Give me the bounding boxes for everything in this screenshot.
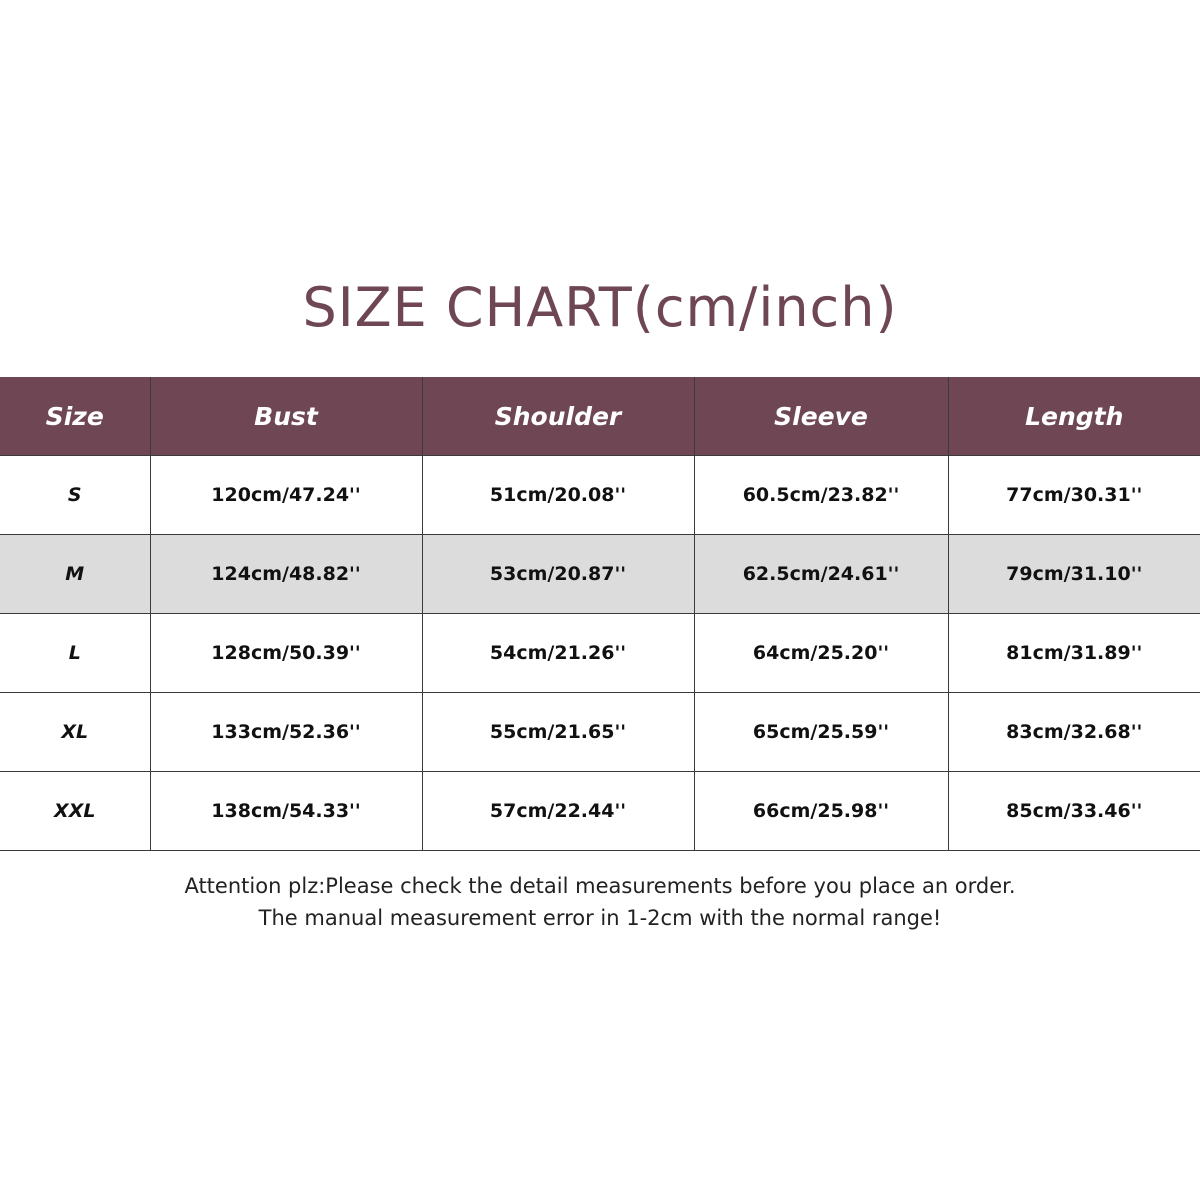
sleeve-cell: 64cm/25.20'' (694, 614, 948, 693)
length-cell: 79cm/31.10'' (948, 535, 1200, 614)
header-length: Length (948, 377, 1200, 456)
bust-cell: 124cm/48.82'' (150, 535, 422, 614)
size-cell: L (0, 614, 150, 693)
length-cell: 77cm/30.31'' (948, 456, 1200, 535)
bust-cell: 133cm/52.36'' (150, 693, 422, 772)
page-title: SIZE CHART(cm/inch) (302, 276, 898, 339)
sleeve-cell: 60.5cm/23.82'' (694, 456, 948, 535)
table-row (0, 614, 1200, 693)
length-cell: 85cm/33.46'' (948, 772, 1200, 851)
table-header-row (0, 377, 1200, 456)
size-cell: XXL (0, 772, 150, 851)
sleeve-cell: 66cm/25.98'' (694, 772, 948, 851)
measurement-error-note: The manual measurement error in 1-2cm with the normal range! (258, 906, 942, 930)
table-row (0, 693, 1200, 772)
sleeve-cell: 65cm/25.59'' (694, 693, 948, 772)
shoulder-cell: 53cm/20.87'' (422, 535, 694, 614)
bust-cell: 128cm/50.39'' (150, 614, 422, 693)
length-cell: 81cm/31.89'' (948, 614, 1200, 693)
table-row (0, 456, 1200, 535)
shoulder-cell: 55cm/21.65'' (422, 693, 694, 772)
sleeve-cell: 62.5cm/24.61'' (694, 535, 948, 614)
size-cell: XL (0, 693, 150, 772)
table-row (0, 772, 1200, 851)
header-size: Size (0, 377, 150, 456)
table-row (0, 535, 1200, 614)
header-shoulder: Shoulder (422, 377, 694, 456)
shoulder-cell: 57cm/22.44'' (422, 772, 694, 851)
size-chart-table (0, 377, 1200, 851)
length-cell: 83cm/32.68'' (948, 693, 1200, 772)
header-bust: Bust (150, 377, 422, 456)
size-cell: S (0, 456, 150, 535)
size-cell: M (0, 535, 150, 614)
shoulder-cell: 51cm/20.08'' (422, 456, 694, 535)
shoulder-cell: 54cm/21.26'' (422, 614, 694, 693)
bust-cell: 138cm/54.33'' (150, 772, 422, 851)
bust-cell: 120cm/47.24'' (150, 456, 422, 535)
attention-note: Attention plz:Please check the detail measurements before you place an order. (184, 874, 1016, 898)
header-sleeve: Sleeve (694, 377, 948, 456)
